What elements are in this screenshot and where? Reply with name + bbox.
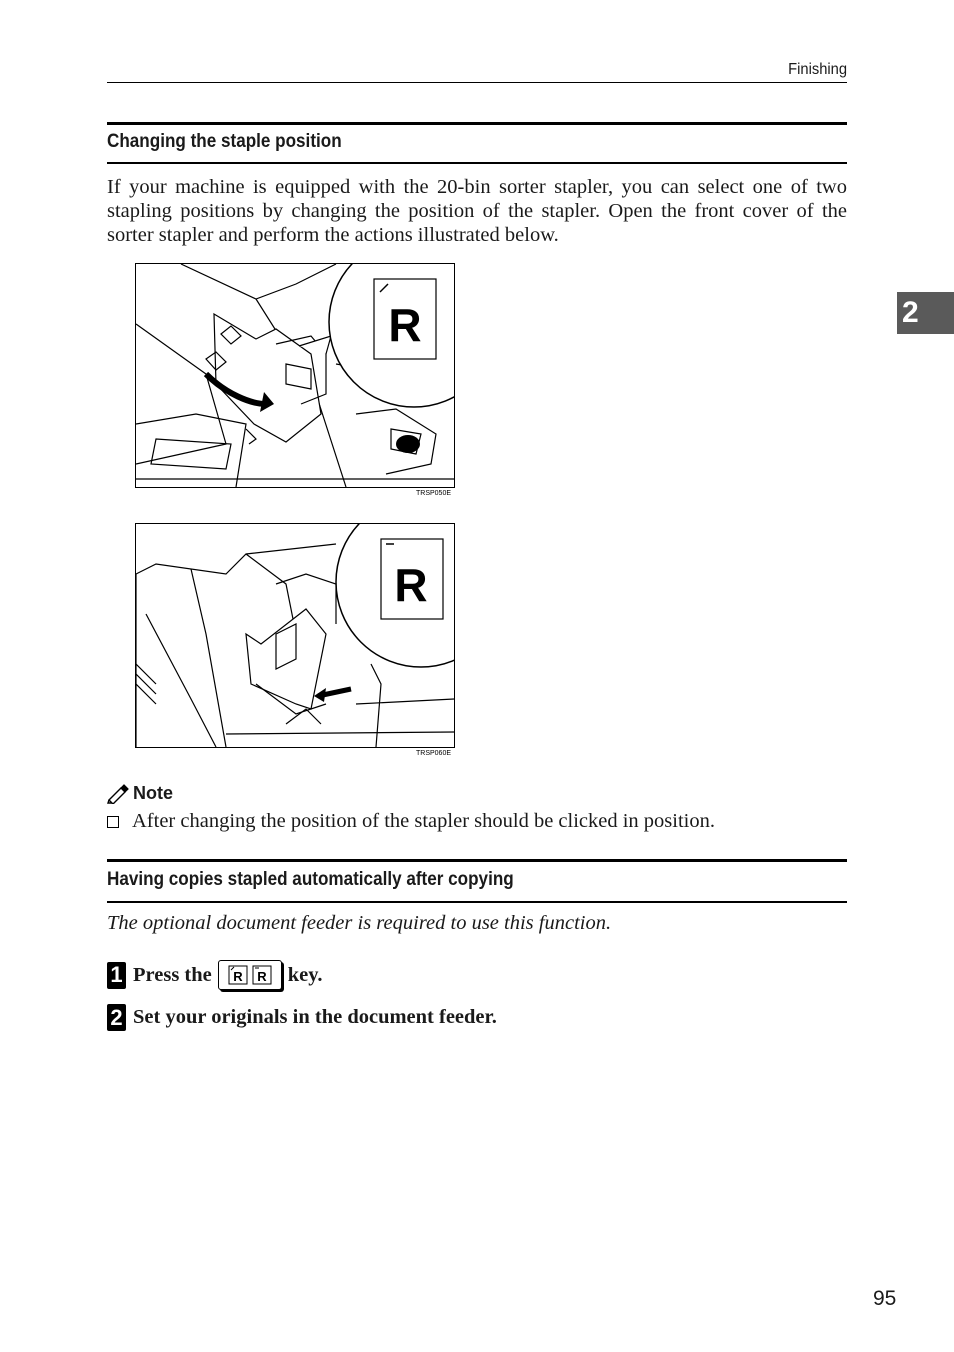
step-number: 2 xyxy=(107,1004,126,1031)
step-text: Set your originals in the document feeder. xyxy=(133,1006,497,1028)
figure-caption: TRSP050E xyxy=(416,490,452,497)
page-number: 95 xyxy=(873,1287,897,1310)
figure-stapler-position-2 xyxy=(135,523,455,748)
stapler-illustration-2 xyxy=(136,524,454,747)
svg-text:R: R xyxy=(233,969,243,984)
pencil-icon xyxy=(107,784,129,804)
step-1 xyxy=(107,960,323,990)
running-header: Finishing xyxy=(788,61,847,78)
header-rule xyxy=(107,82,847,83)
staple-key-icon xyxy=(218,960,282,990)
step-2 xyxy=(107,1004,497,1031)
section-rule-bottom xyxy=(107,162,847,164)
figure-caption: TRSP060E xyxy=(416,750,452,757)
section-rule-top xyxy=(107,122,847,125)
note-title: Note xyxy=(133,783,173,803)
section-title: Changing the staple position xyxy=(107,131,342,152)
section-title: Having copies stapled automatically after copying xyxy=(107,869,514,890)
body-paragraph: If your machine is equipped with the 20-bin sorter stapler, you can select one of two stapling positions by changing the position of the stapler. Open the front cover of the sorter stapler and perform the actions illustrated below. xyxy=(107,176,847,246)
step-text-post: key. xyxy=(287,963,323,986)
section-rule-top xyxy=(107,859,847,862)
step-number: 1 xyxy=(107,962,126,989)
sheet-letter: R xyxy=(394,559,428,611)
figure-stapler-position-1 xyxy=(135,263,455,488)
note-item xyxy=(107,810,715,833)
svg-text:R: R xyxy=(257,969,267,984)
stapler-illustration-1 xyxy=(136,264,454,487)
sheet-letter: R xyxy=(388,299,422,351)
section-rule-bottom xyxy=(107,901,847,903)
note-heading xyxy=(107,783,173,804)
step-text-pre: Press the xyxy=(133,963,212,986)
chapter-tab: 2 xyxy=(897,292,954,334)
function-requirement-note: The optional document feeder is required to use this function. xyxy=(107,912,612,934)
note-item-text: After changing the position of the stapler should be clicked in position. xyxy=(132,810,715,832)
checkbox-bullet-icon xyxy=(107,816,119,828)
